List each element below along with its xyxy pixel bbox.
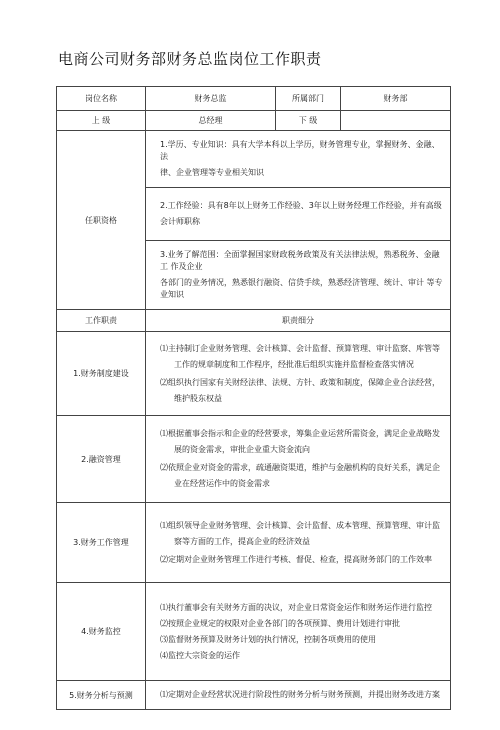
qualification-line: 各部门的业务情况，熟悉银行融资、信贷手续，熟悉经济管理、统计、审计 等专业知识 <box>160 278 443 299</box>
duty-line: 业在经营运作中的资金需求 <box>174 479 270 488</box>
qualifications-label: 任职资格 <box>57 131 146 310</box>
qualification-item <box>146 241 451 310</box>
subordinate-label: 下 级 <box>276 111 341 131</box>
qualification-item <box>146 188 451 241</box>
table-row <box>57 332 451 416</box>
table-row <box>57 583 451 681</box>
duty-line: ⑴根据董事会指示和企业的经营要求，筹集企业运营所需资金，满足企业战略发 <box>160 429 440 438</box>
duty-name: 3.财务工作管理 <box>57 503 146 583</box>
duty-line: ⑵按照企业规定的权限对企业各部门的各项预算、费用计划进行审批 <box>160 618 400 628</box>
duty-name: 2.融资管理 <box>57 416 146 503</box>
table-row <box>57 416 451 503</box>
duty-line: ⑴主持制订企业财务管理、会计核算、会计监督、预算管理、审计监察、库管等 <box>160 343 440 353</box>
dept-label: 所属部门 <box>276 87 341 111</box>
qualification-line: 律、企业管理等专业相关知识 <box>160 168 264 177</box>
duties-header-right: 职责细分 <box>146 310 451 332</box>
duty-line: ⑵依照企业对资金的需求，疏通融资渠道，维护与金融机构的良好关系，满足企 <box>160 463 440 472</box>
table-row <box>57 681 451 710</box>
superior-value: 总经理 <box>146 111 276 131</box>
duty-details <box>146 503 451 583</box>
duty-line: ⑷监控大宗资金的运作 <box>160 650 240 660</box>
duty-line: 工作的规章制度和工作程序，经批准后组织实施并监督检查落实情况 <box>174 359 414 369</box>
duty-line: ⑴定期对企业经营状况进行阶段性的财务分析与财务预测，并提出财务改进方案 <box>160 690 440 699</box>
superior-label: 上 级 <box>57 111 146 131</box>
qualification-line: 会计师职称 <box>160 217 200 226</box>
table-row <box>57 111 451 131</box>
qualification-line: 3.业务了解范围：全面掌握国家财政税务政策及有关法律法规，熟悉税务、金融工 作及企业 <box>160 250 440 271</box>
document-title: 电商公司财务部财务总监岗位工作职责 <box>58 50 322 68</box>
qualification-line: 2.工作经验：具有8年以上财务工作经验、3年以上财务经理工作经验，并有高级 <box>160 201 442 210</box>
duty-line: ⑵定期对企业财务管理工作进行考核、督促、检查，提高财务部门的工作效率 <box>160 554 432 564</box>
post-name-value: 财务总监 <box>146 87 276 111</box>
table-row <box>57 503 451 583</box>
duty-line: 维护股东权益 <box>174 393 222 403</box>
duty-details <box>146 583 451 681</box>
duty-name: 5.财务分析与预测 <box>57 681 146 710</box>
duty-name: 1.财务制度建设 <box>57 332 146 416</box>
post-name-label: 岗位名称 <box>57 87 146 111</box>
duty-line: ⑴执行董事会有关财务方面的决议，对企业日常资金运作和财务运作进行监控 <box>160 602 432 612</box>
duty-name: 4.财务监控 <box>57 583 146 681</box>
duty-line: ⑴组织领导企业财务管理、会计核算、会计监督、成本管理、预算管理、审计监 <box>160 520 440 530</box>
duty-line: ⑶监督财务预算及财务计划的执行情况，控制各项费用的使用 <box>160 634 376 644</box>
qualification-item <box>146 131 451 188</box>
duties-header-left: 工作职责 <box>57 310 146 332</box>
subordinate-value <box>341 111 451 131</box>
duty-details <box>146 332 451 416</box>
table-row <box>57 87 451 111</box>
duty-line: 察等方面的工作，提高企业的经济效益 <box>174 536 310 546</box>
duty-details <box>146 416 451 503</box>
table-row <box>57 310 451 332</box>
dept-value: 财务部 <box>341 87 451 111</box>
duty-details <box>146 681 451 710</box>
job-duties-table <box>56 86 451 710</box>
duty-line: 展的资金需求，审批企业重大资金流向 <box>174 445 310 454</box>
table-row <box>57 131 451 188</box>
qualification-line: 1.学历、专业知识：具有大学本科以上学历，财务管理专业，掌握财务、金融、法 <box>160 140 440 161</box>
duty-line: ⑵组织执行国家有关财经法律、法规、方针、政策和制度，保障企业合法经营， <box>160 377 440 387</box>
